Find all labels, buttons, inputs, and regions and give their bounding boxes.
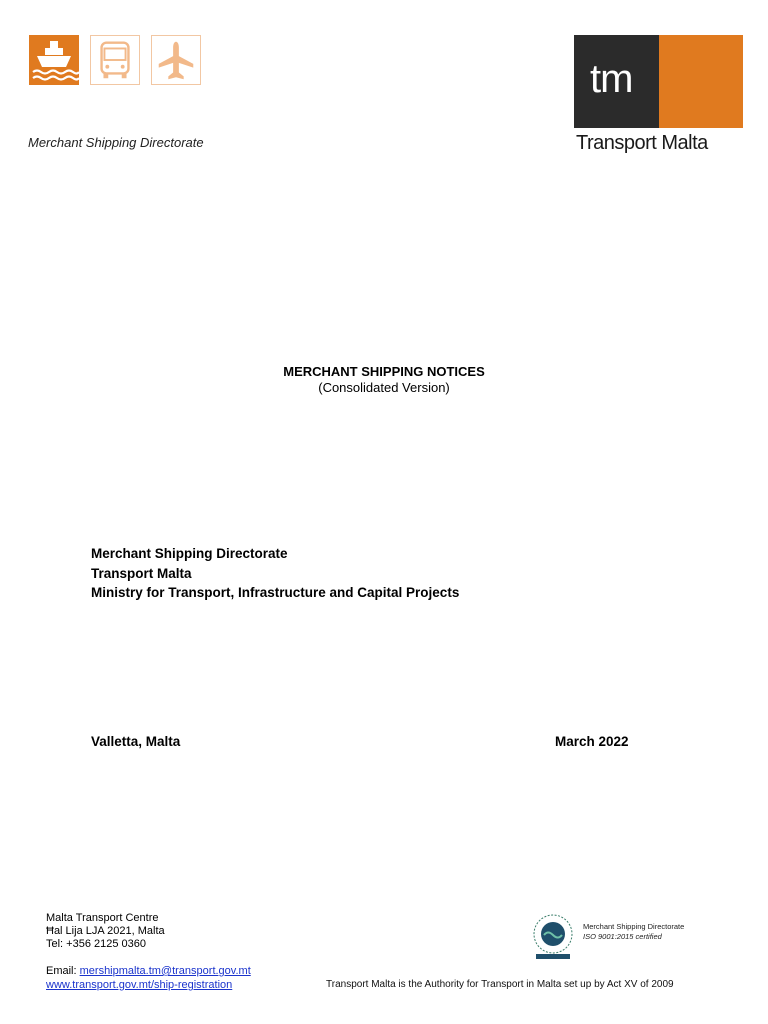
email-label: Email:: [46, 965, 80, 977]
ship-icon: [29, 35, 79, 85]
organisation-line: Merchant Shipping Directorate: [91, 546, 288, 561]
address-line: Tel: +356 2125 0360: [46, 938, 147, 950]
website-line: [46, 979, 232, 991]
place: Valletta, Malta: [91, 734, 181, 749]
logo-name: Transport Malta: [576, 132, 708, 154]
authority-note: Transport Malta is the Authority for Transport in Malta set up by Act XV of 2009: [326, 979, 674, 990]
website-link[interactable]: www.transport.gov.mt/ship-registration: [46, 979, 233, 991]
plane-icon: [151, 35, 201, 85]
logo-monogram: tm: [590, 57, 633, 101]
document-title: MERCHANT SHIPPING NOTICES: [283, 364, 485, 379]
document-subtitle: (Consolidated Version): [318, 380, 450, 395]
organisation-line: Transport Malta: [91, 566, 192, 581]
address-line: Ħal Lija LJA 2021, Malta: [46, 925, 165, 937]
address-line: Malta Transport Centre: [46, 912, 159, 924]
logo-dark-panel: [574, 35, 659, 128]
logo-orange-panel: [659, 35, 743, 128]
email-link[interactable]: mershipmalta.tm@transport.gov.mt: [79, 965, 251, 977]
organisation-line: Ministry for Transport, Infrastructure and Capital Projects: [91, 585, 460, 600]
iso-directorate-label: Merchant Shipping Directorate: [583, 922, 685, 931]
directorate-label: Merchant Shipping Directorate: [28, 135, 204, 150]
date: March 2022: [555, 734, 629, 749]
iso-certification-badge: [530, 912, 576, 960]
bus-icon: [90, 35, 140, 85]
transport-malta-logo: [574, 35, 743, 128]
iso-certified-label: ISO 9001:2015 certified: [583, 932, 662, 941]
email-line: [46, 965, 251, 977]
